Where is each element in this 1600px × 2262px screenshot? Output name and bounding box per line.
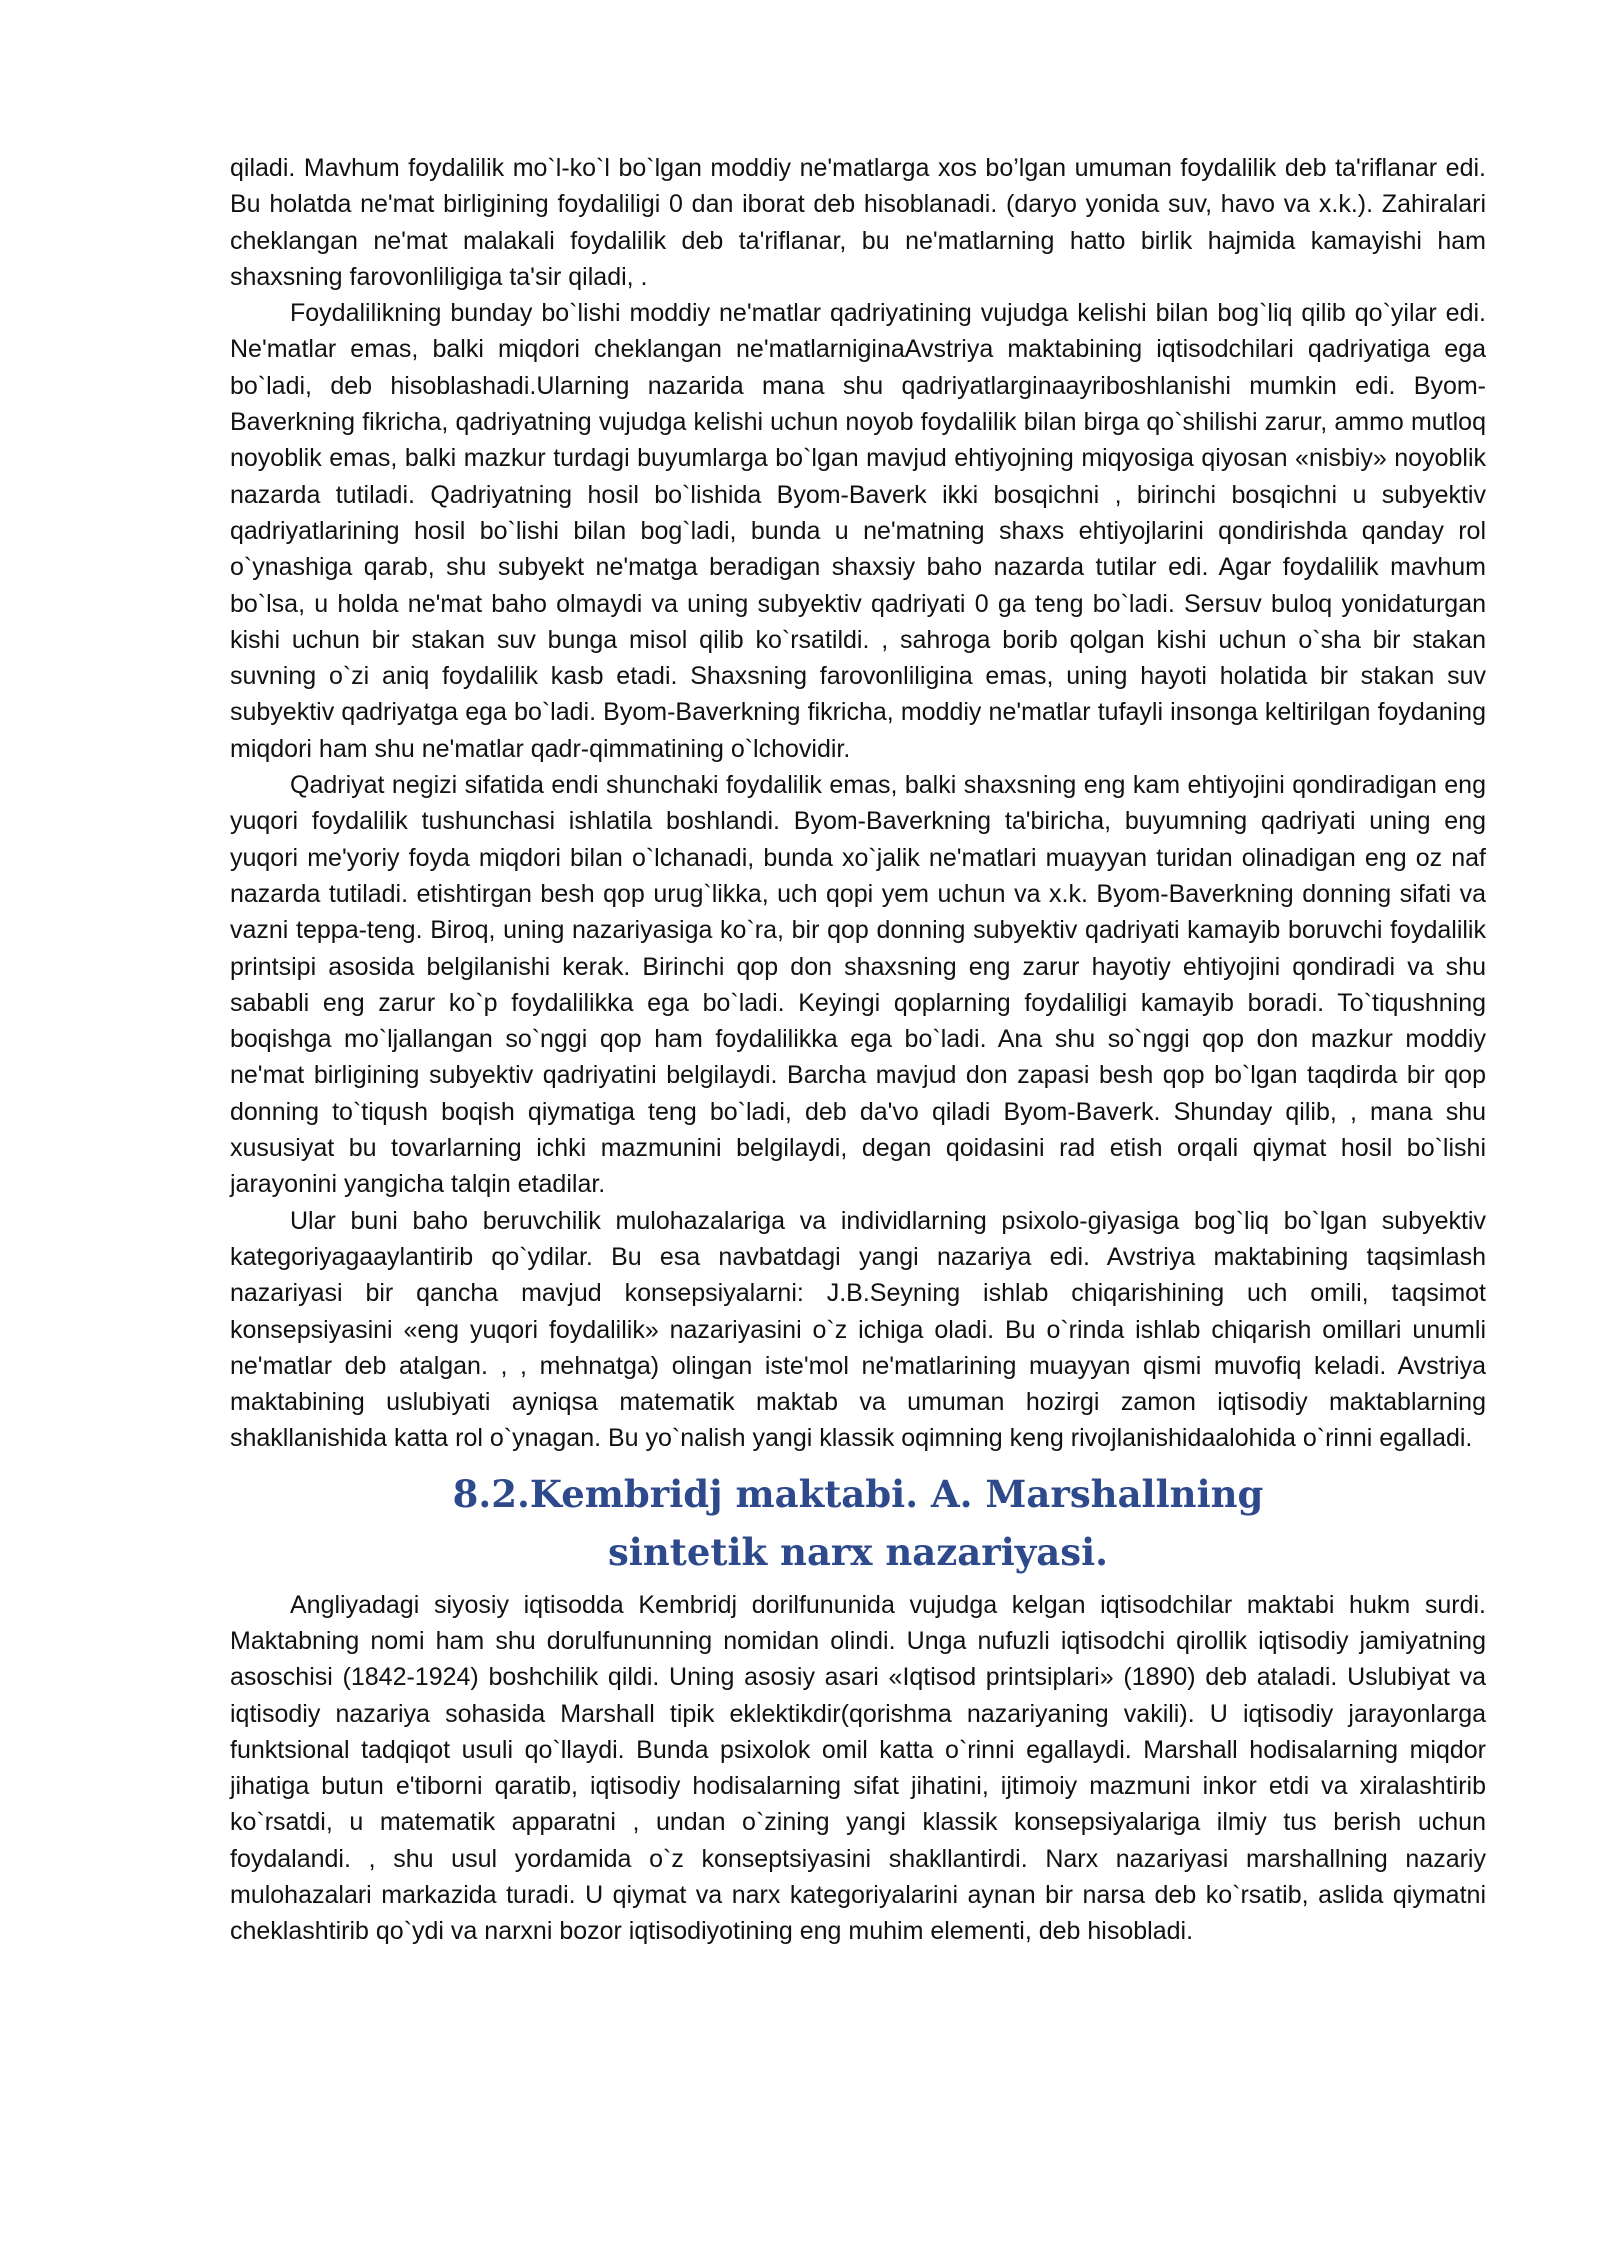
paragraph-1: qiladi. Mavhum foydalilik mo`l-ko`l bo`lgan moddiy ne'matlarga xos bo’lgan umuman foydalilik deb ta'riflanar edi. Bu holatda ne'mat birligining foydaliligi 0 dan iborat deb hisoblanadi. (daryo yonida suv, havo va x.k.). Zahiralari cheklangan ne'mat malakali foydalilik deb ta'riflanar, bu ne'matlarning hatto birlik hajmida kamayishi ham shaxsning farovonliligiga ta'sir qiladi, . — [230, 154, 1486, 291]
document-page — [230, 150, 1486, 1950]
paragraph-3: Qadriyat negizi sifatida endi shunchaki foydalilik emas, balki shaxsning eng kam ehtiyojini qondiradigan eng yuqori foydalilik tushunchasi ishlatila boshlandi. Byom-Baverkning ta'biricha, buyumning qadriyati uning eng yuqori me'yoriy foyda miqdori bilan o`lchanadi, bunda xo`jalik ne'matlari muayyan turidan olinadigan eng oz naf nazarda tutiladi. etishtirgan besh qop urug`likka, uch qopi yem uchun va x.k. Byom-Baverkning donning sifati va vazni teppa-teng. Biroq, uning nazariyasiga ko`ra, bir qop donning subyektiv qadriyati kamayib boruvchi foydalilik printsipi asosida belgilanishi kerak. Birinchi qop don shaxsning eng zarur hayotiy ehtiyojini qondiradi va shu sababli eng zarur ko`p foydalilikka ega bo`ladi. Keyingi qoplarning foydaliligi kamayib boradi. To`tiqushning boqishga mo`ljallangan so`nggi qop ham foydalilikka ega bo`ladi. Ana shu so`nggi qop don mazkur moddiy ne'mat birligining subyektiv qadriyatini belgilaydi. Barcha mavjud don zapasi besh qop bo`lgan taqdirda bir qop donning to`tiqush boqish qiymatiga teng bo`ladi, deb da'vo qiladi Byom-Baverk. Shunday qilib, , mana shu xususiyat bu tovarlarning ichki mazmunini belgilaydi, degan qoidasini rad etish orqali qiymat hosil bo`lishi jarayonini yangicha talqin etadilar. — [230, 771, 1486, 1199]
paragraph-5: Angliyadagi siyosiy iqtisodda Kembridj dorilfununida vujudga kelgan iqtisodchilar maktabi hukm surdi. Maktabning nomi ham shu dorulfununning nomidan olindi. Unga nufuzli iqtisodchi qirollik iqtisodiy jamiyatning asoschisi (1842-1924) boshchilik qildi. Uning asosiy asari «Iqtisod printsiplari» (1890) deb ataladi. Uslubiyat va iqtisodiy nazariya sohasida Marshall tipik eklektikdir(qorishma nazariyaning vakili). U iqtisodiy jarayonlarga funktsional tadqiqot usuli qo`llaydi. Bunda psixolok omil katta o`rinni egallaydi. Marshall hodisalarning miqdor jihatiga butun e'tiborni qaratib, iqtisodiy hodisalarning sifat jihatini, ijtimoiy mazmuni inkor etdi va xiralashtirib ko`rsatdi, u matematik apparatni , undan o`zining yangi klassik konsepsiyalariga ilmiy tus berish uchun foydalandi. , shu usul yordamida o`z konseptsiyasini shakllantirdi. Narx nazariyasi marshallning nazariy mulohazalari markazida turadi. U qiymat va narx kategoriyalarini aynan bir narsa deb ko`rsatib, aslida qiymatni cheklashtirib qo`ydi va narxni bozor iqtisodiyotining eng muhim elementi, deb hisobladi. — [230, 1590, 1486, 1946]
paragraph-4: Ular buni baho beruvchilik mulohazalariga va individlarning psixolo-giyasiga bog`liq bo`lgan subyektiv kategoriyagaaylantirib qo`ydilar. Bu esa navbatdagi yangi nazariya edi. Avstriya maktabining taqsimlash nazariyasi bir qancha mavjud konsepsiyalarni: J.B.Seyning ishlab chiqarishining uch omili, taqsimot konsepsiyasini «eng yuqori foydalilik» nazariyasini o`z ichiga oladi. Bu o`rinda ishlab chiqarish omillari unumli ne'matlar deb atalgan. , , mehnatga) olingan iste'mol ne'matlarining muayyan qismi muvofiq keladi. Avstriya maktabining uslubiyati ayniqsa matematik maktab va umuman hozirgi zamon iqtisodiy maktablarning shakllanishida katta rol o`ynagan. Bu yo`nalish yangi klassik oqimning keng rivojlanishidaalohida o`rinni egalladi. — [230, 1206, 1486, 1453]
section-heading: 8.2.Kembridj maktabi. A. Marshallning sintetik narx nazariyasi. — [452, 1471, 1264, 1574]
paragraph-2: Foydalilikning bunday bo`lishi moddiy ne'matlar qadriyatining vujudga kelishi bilan bog`liq qilib qo`yilar edi. Ne'matlar emas, balki miqdori cheklangan ne'matlarniginaAvstriya maktabining iqtisodchilari qadriyatiga ega bo`ladi, deb hisoblashadi.Ularning nazarida mana shu qadriyatlarginaayriboshlanishi mumkin edi. Byom-Baverkning fikricha, qadriyatning vujudga kelishi uchun noyob foydalilik bilan birga qo`shilishi zarur, ammo mutloq noyoblik emas, balki mazkur turdagi buyumlarga bo`lgan mavjud ehtiyojning miqyosiga qiyosan «nisbiy» noyoblik nazarda tutiladi. Qadriyatning hosil bo`lishida Byom-Baverk ikki bosqichni , birinchi bosqichni u subyektiv qadriyatlarining hosil bo`lishi bilan bog`ladi, bunda u ne'matning shaxs ehtiyojlarini qondirishda qanday rol o`ynashiga qarab, shu subyekt ne'matga beradigan shaxsiy baho nazarda tutilar edi. Agar foydalilik mavhum bo`lsa, u holda ne'mat baho olmaydi va uning subyektiv qadriyati 0 ga teng bo`ladi. Sersuv buloq yonidaturgan kishi uchun bir stakan suv bunga misol qilib ko`rsatildi. , sahroga borib qolgan kishi uchun o`sha bir stakan suvning o`zi aniq foydalilik kasb etadi. Shaxsning farovonliligina emas, uning hayoti holatida bir stakan suv subyektiv qadriyatga ega bo`ladi. Byom-Baverkning fikricha, moddiy ne'matlar tufayli insonga keltirilgan foydaning miqdori ham shu ne'matlar qadr-qimmatining o`lchovidir. — [230, 299, 1486, 763]
